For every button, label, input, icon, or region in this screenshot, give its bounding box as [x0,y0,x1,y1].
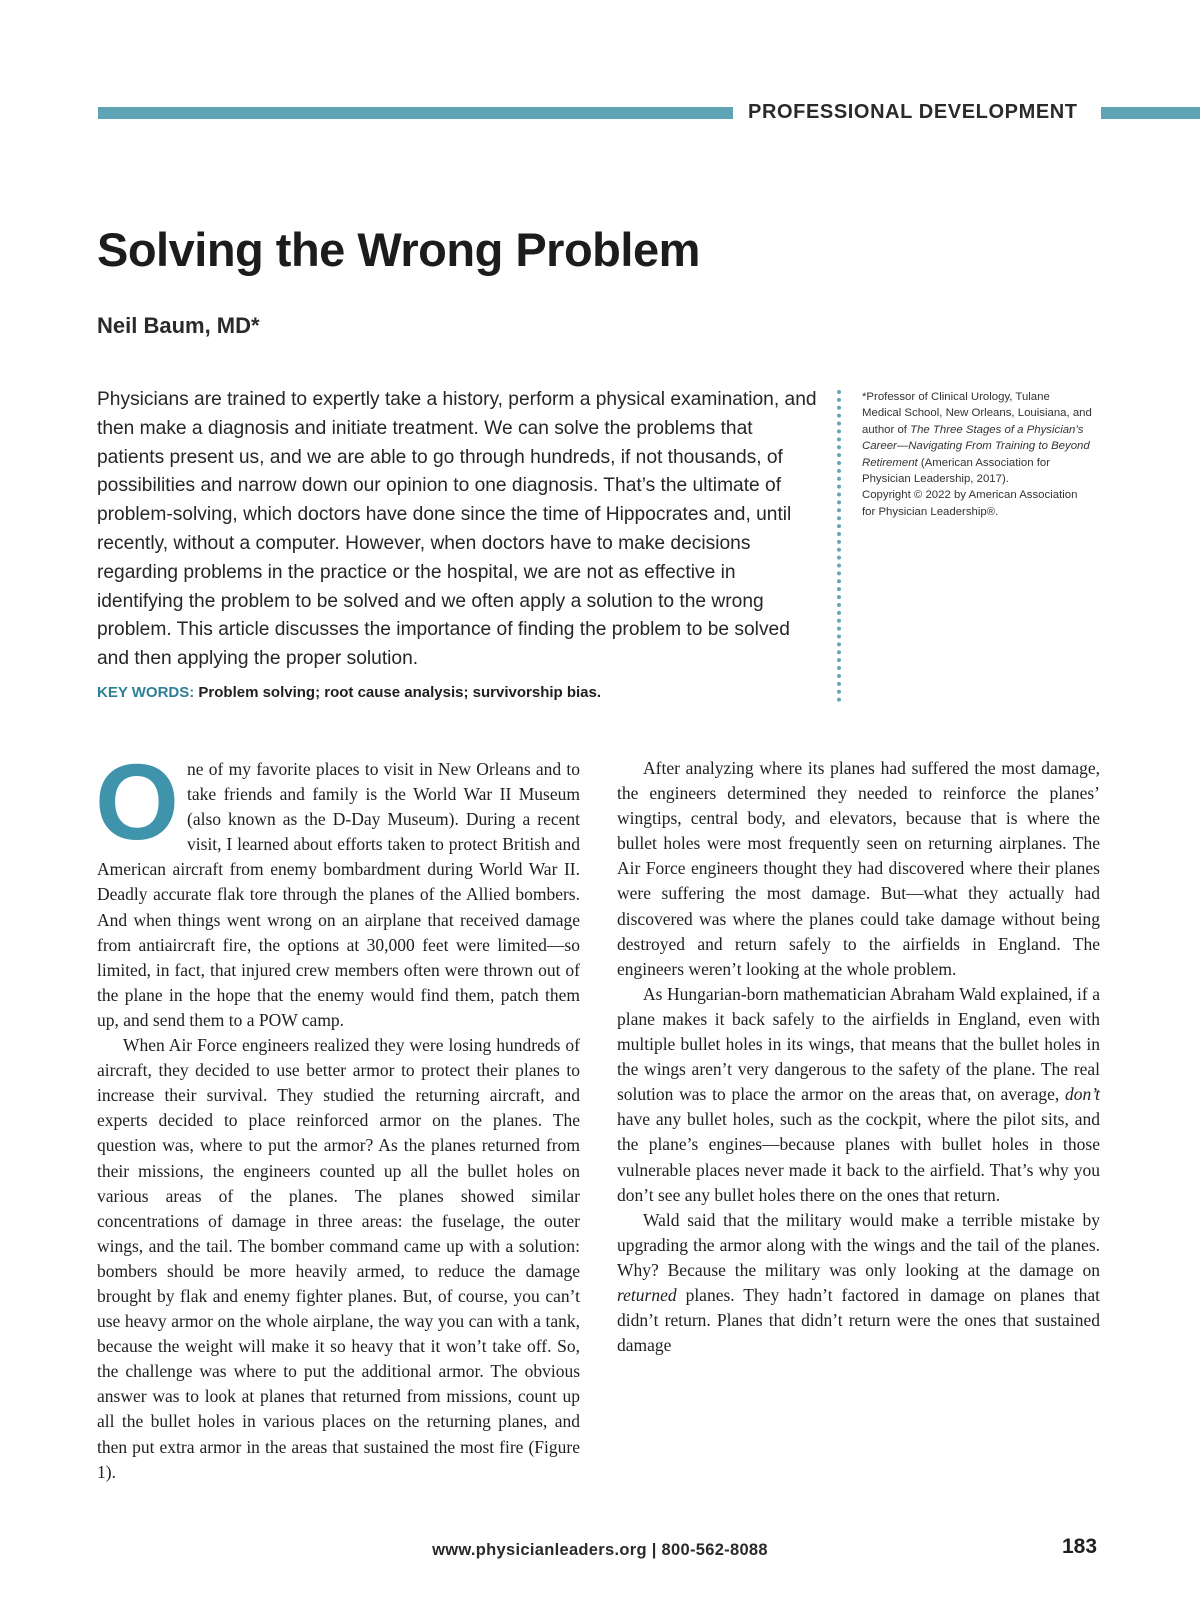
body-paragraph-2: When Air Force engineers realized they were losing hundreds of aircraft, they decided to use better armor to protect their planes to increase their survival. They studied the returning aircraft, and experts decided to place reinforced armor on the planes. The question was, where to put the armor? As the planes returned from their missions, the engineers counted up all the bullet holes on various areas of the planes. The planes showed similar concentrations of damage in three areas: the fuselage, the outer wings, and the tail. The bomber command came up with a solution: bombers should be more heavily armed, to reduce the damage brought by flak and enemy fighter planes. But, of course, you can’t use heavy armor on the whole airplane, the way you can with a tank, because the weight will make it so heavy that it won’t take off. So, the challenge was where to put the additional armor. The obvious answer was to look at planes that returned from missions, count up all the bullet holes in various places on the returning planes, and then put extra armor in the areas that sustained the most fire (Figure 1). [97,1035,580,1482]
body-paragraph-5-start: Wald said that the military would make a terrible mistake by upgrading the armor along with the wings and the tail of the planes. Why? Because the military was only looking at the damage on [617,1209,1100,1280]
dotted-divider [837,390,841,702]
keywords [97,684,601,701]
author-name: Neil Baum, MD* [97,313,260,338]
body-paragraph-3: After analyzing where its planes had suffered the most damage, the engineers determined they needed to reinforce the planes’ wingtips, central body, and elevators, because that is where the bullet holes were most frequently seen on returning airplanes. The Air Force engineers thought they had discovered where their planes were suffering the most damage. But—what they actually had discovered was where the planes could take damage without being destroyed and return safely to the airfields in England. The engineers weren’t looking at the whole problem. [617,758,1100,979]
footnote-bio [862,389,1092,487]
body-paragraph-4-end: have any bullet holes, such as the cockpit, where the pilot sits, and the plane’s engines—because planes with bullet holes in those vulnerable places never made it back to the airfield. That’s why you don’t see any bullet holes there on the ones that return. [617,1109,1100,1205]
body-paragraph-5 [617,1208,1100,1359]
body-column-left [95,741,580,1485]
page-number: 183 [1062,1535,1098,1558]
body-paragraph-5-emphasis: returned [617,1284,677,1305]
footer-contact: www.physicianleaders.org | 800-562-8088 [432,1541,768,1559]
author-footnote [862,389,1092,520]
drop-cap: O [95,741,180,862]
body-paragraph-1-text: ne of my favorite places to visit in New Orleans and to take friends and family is the World War II Museum (also known as the D-Day Museum). During a recent visit, I learned about efforts taken to protect British and American aircraft from enemy bombardment during World War II. Deadly accurate flak tore through the planes of the Allied bombers. And when things went wrong on an airplane that received damage from antiaircraft fire, the options at 30,000 feet were limited—so limited, in fact, that injured crew members often were thrown out of the plane in the hope that the enemy would find them, patch them up, and send them to a POW camp. [97,759,580,1030]
article-title: Solving the Wrong Problem [97,223,700,276]
footnote-copyright: Copyright © 2022 by American Association for Physician Leadership®. [862,489,1078,518]
body-column-right [617,756,1100,1358]
header-rule-right [1101,107,1200,119]
body-paragraph-4 [617,982,1100,1208]
section-label: PROFESSIONAL DEVELOPMENT [748,101,1078,123]
body-paragraph-5-end: planes. They hadn’t factored in damage on planes that didn’t return. Planes that didn’t return were the ones that sustained damage [617,1284,1100,1356]
header-rule-left [98,107,733,119]
body-paragraph-1 [95,741,580,1033]
footnote-bio-end: (American Association for Physician Leadership, 2017). [862,456,1051,486]
body-paragraph-4-emphasis: don’t [1065,1084,1100,1105]
abstract: Physicians are trained to expertly take a history, perform a physical examination, and then make a diagnosis and initiate treatment. We can solve the problems that patients present us, and we are able to go through hundreds, if not thousands, of possibilities and narrow down our opinion to one diagnosis. That’s the ultimate of problem-solving, which doctors have done since the time of Hippocrates and, until recently, without a computer. However, when doctors have to make decisions regarding problems in the practice or the hospital, we are not as effective in identifying the problem to be solved and we often apply a solution to the wrong problem. This article discusses the importance of finding the problem to be solved and then applying the proper solution. [97,389,817,670]
footnote-book-title: The Three Stages of a Physician’s Career—Navigating From Training to Beyond Retirement [862,423,1090,469]
keywords-label: KEY WORDS: [97,684,195,701]
body-paragraph-4-start: As Hungarian-born mathematician Abraham Wald explained, if a plane makes it back safely to the airfields in England, even with multiple bullet holes in its wings, that means that the bullet holes in the wings aren’t very dangerous to the safety of the plane. The real solution was to place the armor on the areas that, on average, [617,983,1100,1105]
keywords-text: Problem solving; root cause analysis; survivorship bias. [198,684,602,701]
footnote-bio-start: *Professor of Clinical Urology, Tulane Medical School, New Orleans, Louisiana, and author of [862,391,1092,436]
